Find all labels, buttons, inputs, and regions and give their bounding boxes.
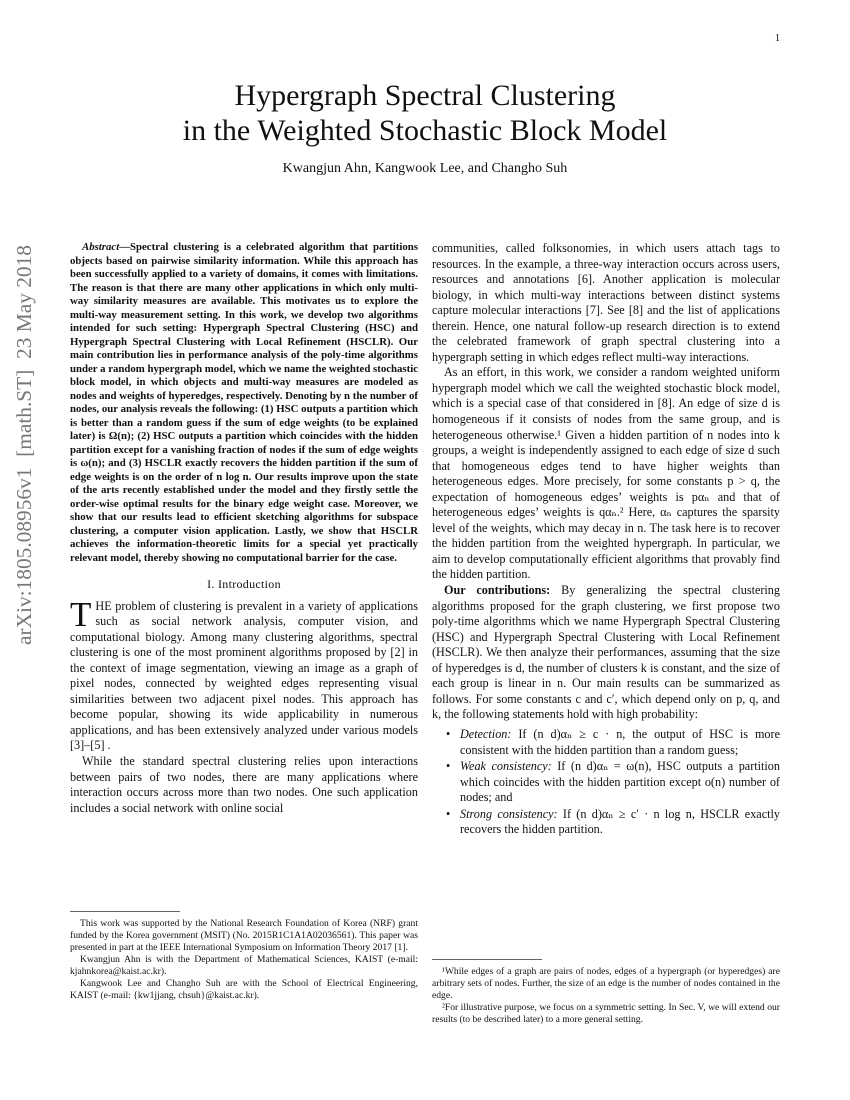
footnote-lee-suh: Kangwook Lee and Changho Suh are with the School of Electrical Engineering, KAIST (e-mail: {kw1jjang, chsuh}@kaist.ac.kr). (70, 978, 418, 1001)
result-weak-consistency (460, 759, 780, 806)
intro-paragraph-1-text: HE problem of clustering is prevalent in a variety of applications such as social network analysis, computer vision, and computational biology. Among many clustering algorithms, spectral clustering is one of the most prominent algorithms proposed by [2] in the context of image segmentation, viewing an image as a graph of pixel nodes, connected by weighted edges representing visual similarities between two adjacent pixel nodes. This approach has become popular, showing its wide applicability in numerous applications, and has been extensively analyzed under various models [3]–[5] . (70, 598, 418, 753)
author-list: Kwangjun Ahn, Kangwook Lee, and Changho Suh (282, 161, 568, 176)
footnote-1: ¹While edges of a graph are pairs of nodes, edges of a hypergraph (or hyperedges) are arbitrary sets of nodes. Further, the size of an edge is the number of nodes contained in the edge. (432, 966, 780, 1001)
footnote-rule-right (432, 959, 542, 960)
right-footnotes (432, 966, 780, 1026)
result-label: Strong consistency: (460, 806, 558, 821)
intro-paragraph-2: While the standard spectral clustering relies upon interactions between pairs of two nodes, there are many applications where interaction occurs across more than two nodes. One such application includes a social network with online social (70, 754, 418, 815)
abstract-lead: Abstract (82, 241, 120, 253)
abstract-body: —Spectral clustering is a celebrated algorithm that partitions objects based on pairwise similarity information. While this approach has been successfully applied to a variety of domains, it comes with limitations. The reason is that there are many other applications in which only multi-way similarity measures are available. This motivates us to explore the multi-way measurement setting. In this work, we develop two algorithms intended for such setting: Hypergraph Spectral Clustering (HSC) and Hypergraph Spectral Clustering with Local Refinement (HSCLR). Our main contribution lies in performance analysis of the poly-time algorithms under a random hypergraph model, which we name the weighted stochastic block model, in which objects and multi-way measures are modeled as nodes and weights of hyperedges, respectively. Denoting by n the number of nodes, our analysis reveals the following: (1) HSC outputs a partition which is better than a random guess if the sum of edge weights (to be explained later) is Ω(n); (2) HSC outputs a partition which coincides with the hidden partition except for a vanishing fraction of nodes if the sum of edge weights is ω(n); and (3) HSCLR exactly recovers the hidden partition if the sum of edge weights is on the order of n log n. Our results improve upon the state of the arts recently established under the model and they firstly settle the order-wise optimal results for the binary edge weight case. Moreover, we show that our results lead to efficient sketching algorithms for subspace clustering, a computer vision application. Lastly, we show that HSCLR achieves the information-theoretic limits for a special yet practically relevant model, thereby showing no computational barrier for the case. (70, 241, 418, 564)
contributions-body: By generalizing the spectral clustering algorithms proposed for the graph clustering, we first propose two poly-time algorithms which we name Hypergraph Spectral Clustering (HSC) and Hypergraph Spectral Clustering with Local Refinement (HSCLR). We then analyze their performances, assuming that the size of hyperedges is d, the number of clusters k is constant, and the size of each group is linear in n. Our main results can be summarized as follows. For some constants c and c′, which depend only on p, q, and k, the following statements hold with high probability: (432, 583, 780, 722)
title-line-2: in the Weighted Stochastic Block Model (182, 114, 668, 147)
right-paragraph-2: As an effort, in this work, we consider a random weighted uniform hypergraph model which we call the weighted stochastic block model, which is a special case of that considered in [8]. An edge of size d is homogeneous if it consists of nodes from the same group, and is heterogeneous otherwise.¹ Given a hidden partition of n nodes into k groups, a weight is independently assigned to each edge of size d such that homogeneous edges tend to have higher weights than heterogeneous edges. More precisely, for some constants p > q, the expectation of homogeneous edges’ weights is pαₙ and that of heterogeneous edges’ weights is qαₙ.² Here, αₙ captures the sparsity level of the weights, which may decay in n. The task here is to recover the hidden partition from the weighted hypergraph. In particular, we aim to develop computationally efficient algorithms that provably find the hidden partition. (432, 365, 780, 582)
footnote-rule-left (70, 911, 180, 912)
title-line-1: Hypergraph Spectral Clustering (234, 79, 616, 112)
result-text: If (n d)αₙ = ω(n), HSC outputs a partition which coincides with the hidden partition except o(n) number of nodes; and (460, 759, 780, 805)
result-text: If (n d)αₙ ≥ c · n, the output of HSC is more consistent with the hidden partition than a random guess; (460, 726, 780, 757)
result-label: Detection: (460, 726, 512, 741)
footnote-funding: This work was supported by the National Research Foundation of Korea (NRF) grant funded by the Korea government (MSIT) (No. 2015R1C1A1A02036561). This paper was presented in part at the IEEE International Symposium on Information Theory 2017 [1]. (70, 918, 418, 953)
section-heading-introduction: I. Introduction (207, 577, 281, 591)
left-column (70, 241, 418, 816)
contributions-paragraph (432, 583, 780, 723)
left-footnotes (70, 918, 418, 1002)
arxiv-stamp (0, 240, 42, 650)
results-list (432, 727, 780, 838)
page-number: 1 (775, 33, 780, 44)
footnote-2: ²For illustrative purpose, we focus on a symmetric setting. In Sec. V, we will extend our results (to be described later) to a more general setting. (432, 1002, 780, 1025)
right-column (432, 241, 780, 839)
result-text: If (n d)αₙ ≥ c′ · n log n, HSCLR exactly recovers the hidden partition. (460, 806, 780, 837)
result-strong-consistency (460, 807, 780, 838)
result-detection (460, 727, 780, 758)
arxiv-stamp-text: arXiv:1805.08956v1 [math.ST] 23 May 2018 (12, 242, 36, 645)
intro-paragraph-1 (70, 594, 418, 754)
right-paragraph-1: communities, called folksonomies, in which users attach tags to resources. In the example, a three-way interaction occurs across users, resources and annotations [6]. Another application is molecular biology, in which multi-way interactions between distinct systems capture molecular interactions [7]. See [8] and the list of applications therein. Hence, one natural follow-up research direction is to extend the celebrated framework of graph spectral clustering into a hypergraph setting in which edges reflect multi-way interactions. (432, 241, 780, 364)
contributions-lead: Our contributions: (444, 583, 551, 598)
footnote-ahn: Kwangjun Ahn is with the Department of Mathematical Sciences, KAIST (e-mail: kjahnkorea@kaist.ac.kr). (70, 954, 418, 977)
drop-cap: T (70, 594, 92, 634)
result-label: Weak consistency: (460, 759, 552, 774)
abstract (70, 241, 418, 565)
paper-title (60, 78, 790, 148)
